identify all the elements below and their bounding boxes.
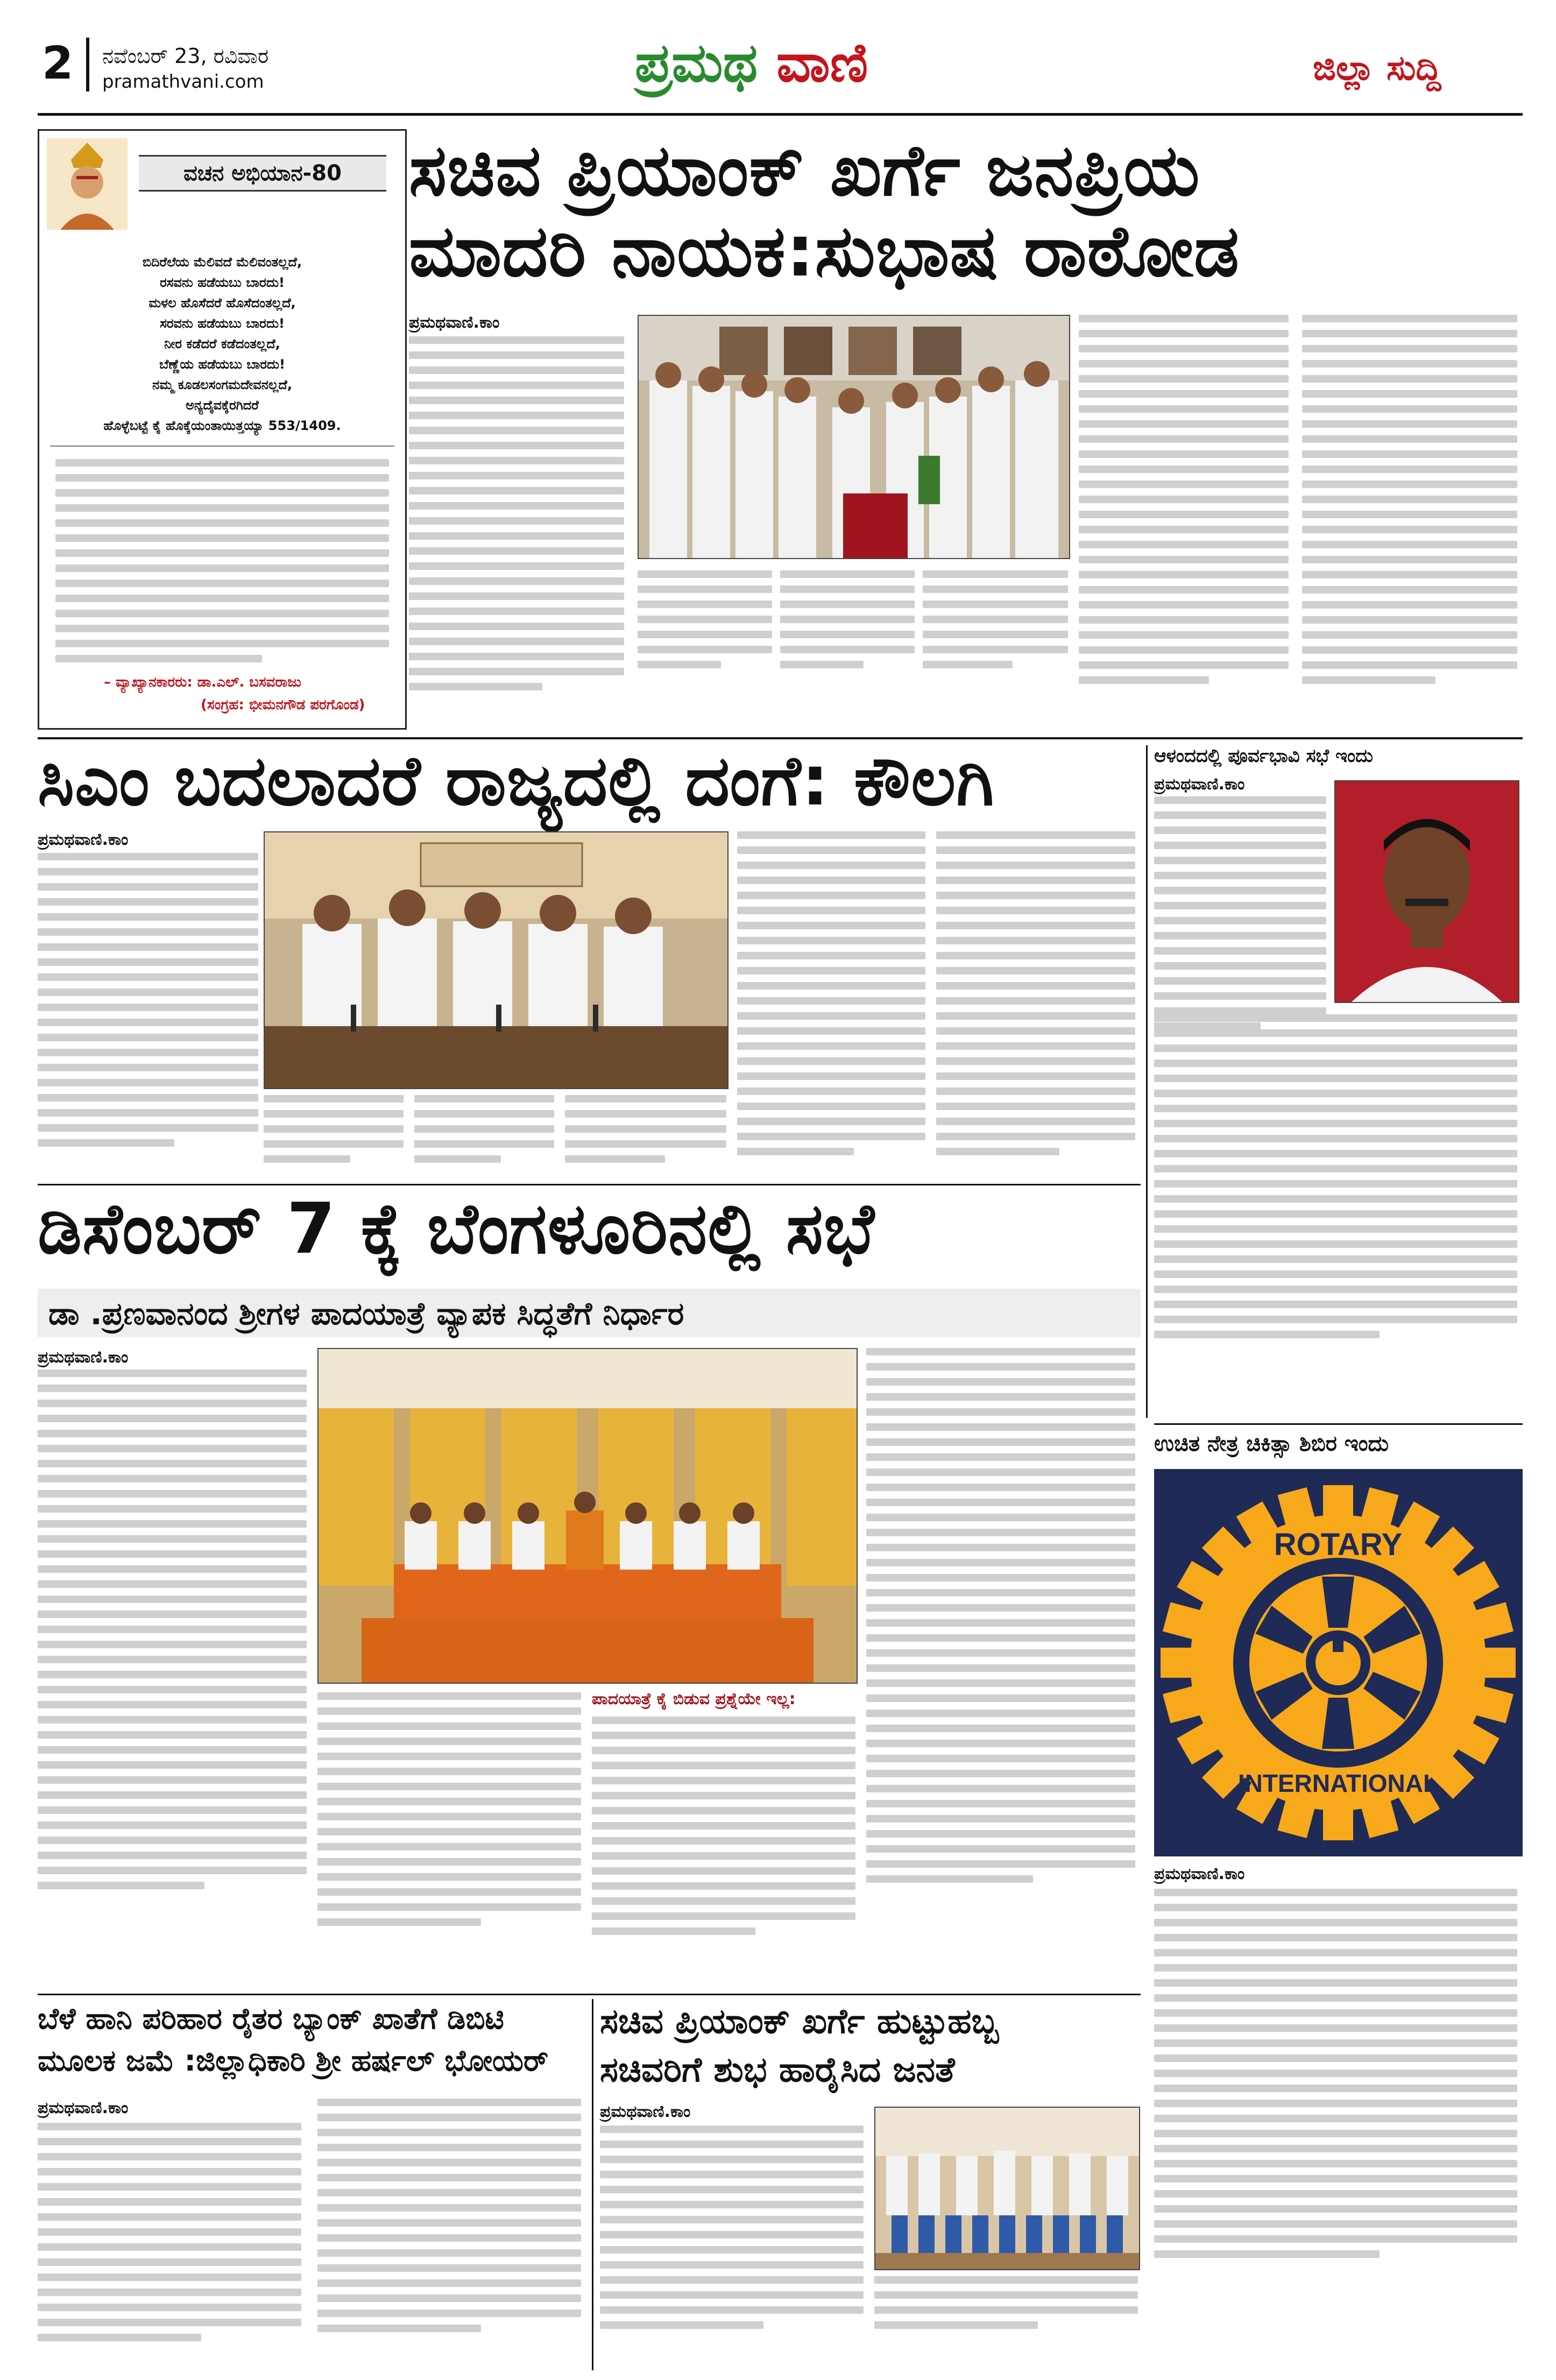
dateline: ಪ್ರಮಥವಾಣಿ.ಕಾಂ <box>600 2102 691 2121</box>
meeting-photo <box>638 315 1070 559</box>
headline: ಸಿಎಂ ಬದಲಾದರೆ ರಾಜ್ಯದಲ್ಲಿ ದಂಗೆ: ಕೌಲಗಿ <box>38 741 995 821</box>
basavanna-portrait <box>47 138 128 230</box>
verse-line: ಅನ್ಯದೈವಕ್ಕೆರಗಿದರೆ <box>186 398 259 413</box>
story-crop-compensation <box>38 2002 586 2373</box>
meeting-hall-photo <box>317 1348 858 1684</box>
headline: ಆಳಂದದಲ್ಲಿ ಪೂರ್ವಭಾವಿ ಸಭೆ ಇಂದು <box>1154 745 1373 767</box>
vachana-title: ವಚನ ಅಭಿಯಾನ-80 <box>139 155 386 192</box>
body-column <box>409 336 624 698</box>
body-column <box>38 853 258 1154</box>
paper-name-part2: ವಾಣಿ <box>776 31 868 94</box>
issue-date: ನವೆಂಬರ್ 23, ರವಿವಾರ <box>102 44 269 68</box>
story-aland-meeting <box>1154 745 1523 1418</box>
dateline: ಪ್ರಮಥವಾಣಿ.ಕಾಂ <box>38 830 129 849</box>
verse-line: ಬಿದಿರೆಲೆಯ ಮೆಲಿವದೆ ಮೆಲಿವಂತಲ್ಲದೆ, <box>142 255 302 270</box>
story-birthday <box>600 1999 1143 2370</box>
verse-line: ನೀರ ಕಡೆದರೆ ಕಡೆದಂತಲ್ಲದೆ, <box>164 336 280 351</box>
body-column <box>866 1348 1135 1890</box>
body-column <box>1154 1889 1517 2265</box>
press-meet-photo <box>264 831 729 1089</box>
body-column <box>737 831 925 1163</box>
body-column <box>38 2123 301 2349</box>
verse-line: ಹೊಳ್ಳೆಬಟ್ಟೆ ಕೈ ಹೊಕ್ಕೆಯಂತಾಯಿತ್ತಯ್ಯಾ 553/1409. <box>103 418 341 433</box>
body-column <box>1154 796 1326 1037</box>
body-column <box>1302 315 1517 691</box>
body-column <box>414 1095 554 1170</box>
page-number: 2 <box>42 37 74 89</box>
body-column <box>264 1095 404 1170</box>
body-column <box>780 570 915 676</box>
verse-line: ನಮ್ಮ ಕೂಡಲಸಂಗಮದೇವನಲ್ಲದೆ, <box>152 377 293 392</box>
body-column <box>600 2125 864 2336</box>
verse-line: ರಸವನು ಹಡೆಯಬು ಬಾರದು! <box>160 275 285 290</box>
body-column <box>638 570 772 676</box>
rotary-logo-top-text: ROTARY <box>1274 1527 1403 1562</box>
portrait-photo <box>1334 780 1519 1003</box>
headline: ಸಚಿವ ಪ್ರಿಯಾಂಕ್ ಖರ್ಗೆ ಹುಟ್ಟುಹಬ್ಬ <box>600 2002 999 2042</box>
story-bengaluru-meeting <box>38 1188 1141 1988</box>
rotary-wheel-icon <box>1154 1469 1523 1856</box>
vachana-compiler: (ಸಂಗ್ರಹ: ಭೀಮನಗೌಡ ಪರಗೊಂಡ) <box>201 697 365 713</box>
headline: ಡಿಸೆಂಬರ್ 7 ಕ್ಕೆ ಬೆಂಗಳೂರಿನಲ್ಲಿ ಸಭೆ <box>38 1188 875 1269</box>
body-column <box>317 2099 581 2340</box>
body-column <box>936 831 1135 1163</box>
paper-name <box>635 31 868 95</box>
story-priyank-praise <box>409 124 1523 732</box>
children-group-photo <box>874 2107 1140 2270</box>
headline: ಮೂಲಕ ಜಮೆ :ಜಿಲ್ಲಾಧಿಕಾರಿ ಶ್ರೀ ಹರ್ಷಲ್ ಭೋಯರ್ <box>38 2044 549 2078</box>
body-column <box>38 1369 307 1897</box>
headline: ಸಚಿವ ಪ್ರಿಯಾಂಕ್ ಖರ್ಗೆ ಜನಪ್ರಿಯ <box>409 129 1200 212</box>
dateline: ಪ್ರಮಥವಾಣಿ.ಕಾಂ <box>409 313 500 332</box>
subheadline: ಡಾ .ಪ್ರಣವಾನಂದ ಶ್ರೀಗಳ ಪಾದಯಾತ್ರೆ ವ್ಯಾಪಕ ಸಿದ್ಧತೆಗೆ ನಿರ್ಧಾರ <box>48 1295 684 1332</box>
body-column <box>923 570 1068 676</box>
verse-line: ಮಳಲ ಹೊಸೆದರೆ ಹೊಸೆದಂತಲ್ಲದೆ, <box>148 295 296 310</box>
section-name: ಜಿಲ್ಲಾ ಸುದ್ದಿ <box>1313 48 1441 88</box>
rotary-logo-bottom-text: INTERNATIONAL <box>1237 1769 1439 1797</box>
paper-name-part1: ಪ್ರಮಥ <box>635 31 758 94</box>
headline: ಉಚಿತ ನೇತ್ರ ಚಿಕಿತ್ಸಾ ಶಿಬಿರ ಇಂದು <box>1154 1431 1389 1456</box>
vachana-box <box>38 129 407 730</box>
dateline: ಪ್ರಮಥವಾಣಿ.ಕಾಂ <box>1154 775 1245 794</box>
story-eye-camp <box>1154 1431 1523 2282</box>
inline-heading: ಪಾದಯಾತ್ರೆ ಕೈ ಬಿಡುವ ಪ್ರಶ್ನೆಯೇ ಇಲ್ಲ: <box>592 1690 796 1708</box>
body-column <box>592 1717 855 1943</box>
body-column <box>1154 1014 1517 1346</box>
dateline: ಪ್ರಮಥವಾಣಿ.ಕಾಂ <box>38 2099 129 2117</box>
verse-line: ಬೆಣ್ಣೆಯ ಹಡೆಯಬು ಬಾರದು! <box>159 357 285 372</box>
body-column <box>317 1692 581 1933</box>
masthead <box>0 0 1556 113</box>
vachana-explanation <box>55 459 389 670</box>
body-column <box>1079 315 1289 691</box>
headline: ಬೆಳೆ ಹಾನಿ ಪರಿಹಾರ ರೈತರ ಬ್ಯಾಂಕ್ ಖಾತೆಗೆ ಡಿಬಿಟಿ <box>38 2002 504 2036</box>
vachana-verse <box>55 252 389 436</box>
headline: ಸಚಿವರಿಗೆ ಶುಭ ಹಾರೈಸಿದ ಜನತೆ <box>600 2050 955 2090</box>
body-column <box>874 2276 1138 2336</box>
dateline: ಪ್ರಮಥವಾಣಿ.ಕಾಂ <box>1154 1865 1245 1883</box>
rotary-logo-box <box>1154 1469 1523 1856</box>
dateline: ಪ್ರಮಥವಾಣಿ.ಕಾಂ <box>38 1348 129 1367</box>
verse-line: ಸರವನು ಹಡೆಯಬು ಬಾರದು! <box>160 316 285 331</box>
website-url[interactable]: pramathvani.com <box>102 71 264 93</box>
headline: ಮಾದರಿ ನಾಯಕ:ಸುಭಾಷ ರಾಠೋಡ <box>409 210 1240 293</box>
story-cm-change <box>38 741 1141 1178</box>
vachana-commentator: – ವ್ಯಾಖ್ಯಾನಕಾರರು: ಡಾ.ಎಲ್. ಬಸವರಾಜು <box>104 674 302 690</box>
body-column <box>565 1095 726 1170</box>
